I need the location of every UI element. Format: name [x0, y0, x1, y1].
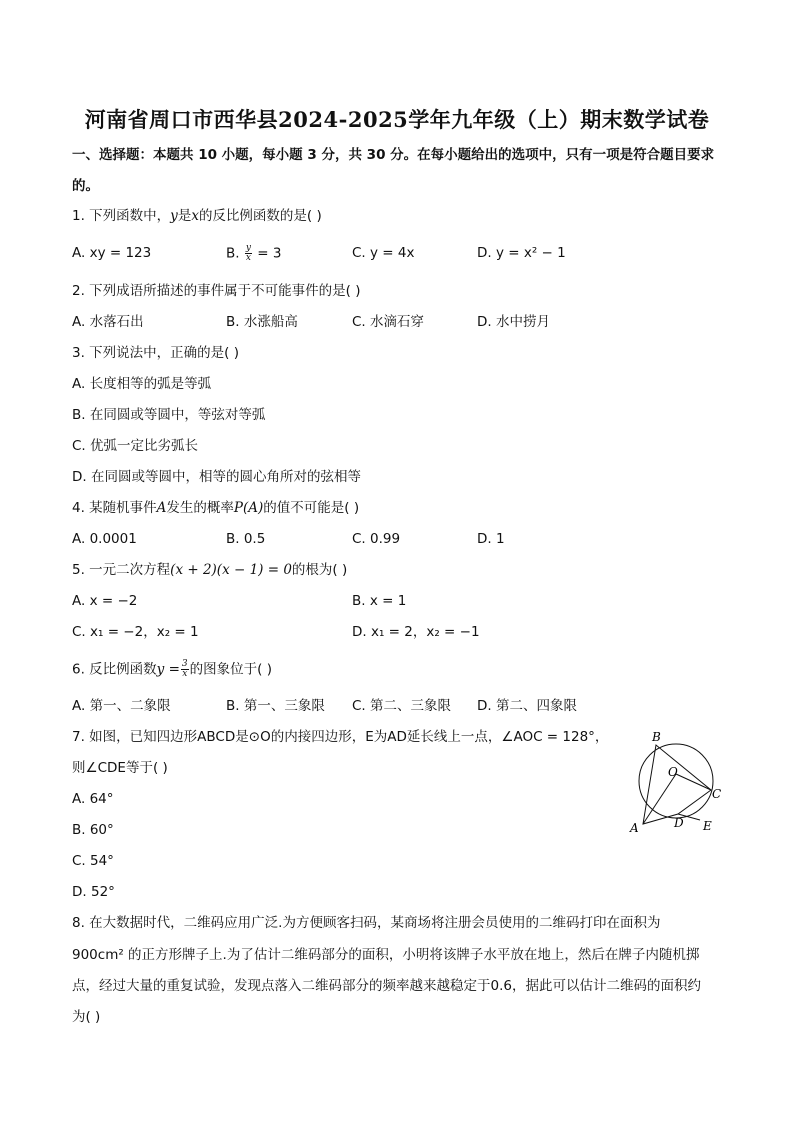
question-3-stem: 3. 下列说法中，正确的是( ): [72, 345, 239, 361]
option-a: A. x = −2: [72, 593, 138, 609]
question-2-stem: 2. 下列成语所描述的事件属于不可能事件的是( ): [72, 283, 361, 299]
label-a: A: [630, 821, 639, 835]
option-d: D. 水中捞月: [477, 314, 550, 330]
question-7-option-c: C. 54°: [72, 853, 114, 869]
question-8-stem-line2: 900cm² 的正方形牌子上.为了估计二维码部分的面积，小明将该牌子水平放在地上，然后在牌子内随机掷: [72, 947, 700, 963]
quadrilateral-abcd: [643, 745, 711, 824]
label-b: B: [652, 730, 661, 744]
option-a: A. 水落石出: [72, 314, 144, 330]
fraction: $\frac{y}{x}$: [245, 243, 251, 263]
option-b: B. 0.5: [226, 531, 266, 547]
option-b: B. x = 1: [352, 593, 407, 609]
segment-oc: [676, 774, 711, 790]
question-8-stem-line3: 点，经过大量的重复试验，发现点落入二维码部分的频率越来越稳定于0.6，据此可以估计二维码的面积约: [72, 978, 701, 994]
question-1-stem: 1. 下列函数中，y是x的反比例函数的是( ): [72, 208, 322, 224]
option-c: C. y = 4x: [352, 245, 415, 261]
option-c: C. 第二、三象限: [352, 698, 452, 714]
option-d: D. 第二、四象限: [477, 698, 577, 714]
question-3-option-a: A. 长度相等的弧是等弧: [72, 376, 212, 392]
question-8-stem-line4: 为( ): [72, 1009, 101, 1025]
section-heading-line2: 的。: [72, 178, 99, 194]
label-o: O: [668, 765, 678, 779]
option-d: D. x₁ = 2，x₂ = −1: [352, 624, 480, 640]
circle-quadrilateral-figure: [626, 726, 726, 836]
label-c: C: [712, 787, 722, 801]
option-d: D. y = x² − 1: [477, 245, 566, 261]
option-b: B. 水涨船高: [226, 314, 298, 330]
question-7-stem-line2: 则∠CDE等于( ): [72, 760, 168, 776]
option-c: C. 0.99: [352, 531, 401, 547]
question-4-stem: 4. 某随机事件A发生的概率P(A)的值不可能是( ): [72, 500, 360, 516]
question-7-option-d: D. 52°: [72, 884, 115, 900]
option-b: B. 第一、三象限: [226, 698, 325, 714]
option-b: B. $\frac{y}{x}$ = 3: [226, 243, 282, 263]
question-6-stem: 6. 反比例函数y = $\frac{3}{x}$ 的图象位于( ): [72, 659, 272, 679]
option-d: D. 1: [477, 531, 505, 547]
label-d: D: [674, 816, 684, 830]
option-c: C. 水滴石穿: [352, 314, 425, 330]
page-title: 河南省周口市西华县2024-2025学年九年级（上）期末数学试卷: [84, 107, 710, 132]
question-7-stem-line1: 7. 如图，已知四边形ABCD是⊙O的内接四边形，E为AD延长线上一点，∠AOC = 128°，: [72, 729, 609, 745]
option-a: A. xy = 123: [72, 245, 152, 261]
question-7-option-a: A. 64°: [72, 791, 114, 807]
question-5-stem: 5. 一元二次方程(x + 2)(x − 1) = 0的根为( ): [72, 562, 348, 578]
label-e: E: [703, 819, 712, 833]
question-7-option-b: B. 60°: [72, 822, 114, 838]
option-a: A. 第一、二象限: [72, 698, 171, 714]
fraction: $\frac{3}{x}$: [181, 659, 188, 679]
question-3-option-c: C. 优弧一定比劣弧长: [72, 438, 199, 454]
question-3-option-b: B. 在同圆或等圆中，等弦对等弧: [72, 407, 266, 423]
question-3-option-d: D. 在同圆或等圆中，相等的圆心角所对的弦相等: [72, 469, 361, 485]
option-c: C. x₁ = −2，x₂ = 1: [72, 624, 199, 640]
section-heading-line1: 一、选择题：本题共 10 小题，每小题 3 分，共 30 分。在每小题给出的选项中，只有一项是符合题目要求: [72, 147, 715, 163]
option-a: A. 0.0001: [72, 531, 137, 547]
question-8-stem-line1: 8. 在大数据时代，二维码应用广泛.为方便顾客扫码，某商场将注册会员使用的二维码打印在面积为: [72, 915, 661, 931]
